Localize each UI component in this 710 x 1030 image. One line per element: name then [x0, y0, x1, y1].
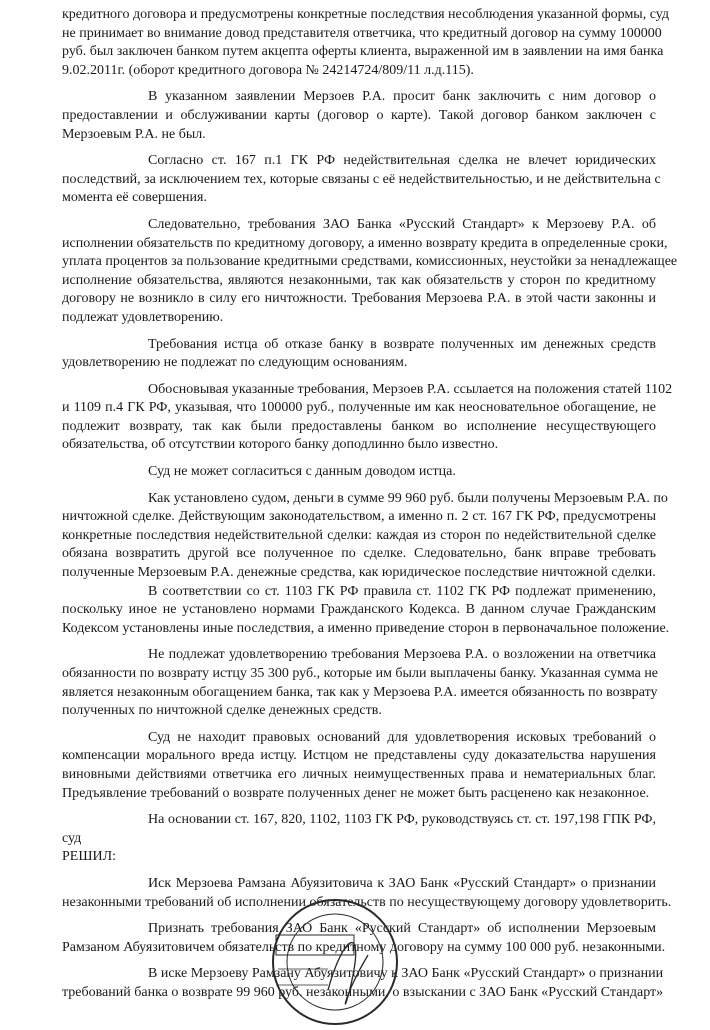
paragraph — [62, 152, 661, 208]
text-line: обязательства, об отсутствии которого банку доподлинно было известно. — [62, 437, 499, 453]
paragraph — [62, 920, 666, 957]
text-line: Кодексом установлены иные последствия, а именно приведение сторон в первоначальное положение. — [62, 620, 670, 636]
text-line: Следовательно, требования ЗАО Банка «Русский Стандарт» к Мерзоеву Р.А. об — [148, 216, 656, 232]
paragraph — [62, 646, 659, 720]
text-line: исполнении обязательств по кредитному договору, а именно возврату кредита в определенные сроки, — [62, 235, 668, 251]
text-line: кредитного договора и предусмотрены конкретные последствия несоблюдения указанной формы, суд — [62, 7, 669, 22]
paragraph — [62, 336, 656, 373]
text-line: является незаконным обогащением банка, так как у Мерзоева Р.А. имеется обязанность по возврату — [62, 684, 658, 700]
text-line: поскольку иное не установлено нормами Гражданского Кодекса. В данном случае Гражданским — [62, 602, 656, 618]
text-line: подлежит возврату, так как были предоставлены банком во исполнение несуществующего — [62, 418, 656, 434]
paragraph — [62, 490, 668, 583]
paragraph — [62, 811, 656, 848]
text-line: Как установлено судом, деньги в сумме 99 960 руб. были получены Мерзоевым Р.А. по — [148, 490, 668, 506]
text-line: удовлетворению не подлежат по следующим основаниям. — [62, 355, 408, 371]
paragraph — [62, 848, 656, 867]
court-decision-text — [62, 6, 678, 1003]
text-line: На основании ст. 167, 820, 1102, 1103 ГК РФ, руководствуясь ст. ст. 197,198 ГПК РФ, — [148, 812, 656, 828]
paragraph — [62, 875, 672, 912]
paragraph — [62, 583, 670, 639]
paragraph — [62, 6, 669, 80]
paragraph — [62, 463, 656, 482]
text-line: Предъявление требований о возврате полученных денег не может быть расценено как незаконное. — [62, 785, 650, 801]
text-line: и 1109 п.4 ГК РФ, указывая, что 100000 руб., полученные им как неосновательное обогащение, не — [62, 400, 656, 416]
text-line: обязанности по возврату истцу 35 300 руб., которые им были выплачены банку. Указанная сумма не — [62, 666, 659, 681]
text-line: Обосновывая указанные требования, Мерзоев Р.А. ссылается на положения статей 1102 — [148, 381, 673, 397]
text-line: Иск Мерзоева Рамзана Абуязитовича к ЗАО Банк «Русский Стандарт» о признании — [148, 875, 656, 891]
text-line: виновными действиями ответчика его личных неимущественных права и нематериальных благ. — [62, 766, 656, 782]
text-line: Требования истца об отказе банку в возврате полученных им денежных средств — [148, 336, 656, 352]
text-line: конкретные последствия недействительной сделки: каждая из сторон по недействительной сделке — [62, 527, 656, 543]
text-line: полученные Мерзоевым Р.А. денежные средства, как юридическое последствие ничтожной сделки. — [62, 565, 656, 581]
text-line: требований банка о возврате 99 960 руб. незаконными, о взыскании с ЗАО Банк «Русский Стандарт» — [62, 984, 664, 1000]
paragraph — [62, 729, 656, 803]
text-line: подлежат удовлетворению. — [62, 309, 224, 325]
text-line: уплата процентов за пользование кредитными средствами, комиссионных, неустойки за ненадлежащее — [62, 254, 678, 270]
text-line: Суд не находит правовых оснований для удовлетворения исковых требований о — [148, 729, 656, 745]
text-line: 9.02.2011г. (оборот кредитного договора № 24214724/809/11 л.д.115). — [62, 62, 474, 78]
text-line: полученных по ничтожной сделке денежных средств. — [62, 703, 382, 719]
paragraph — [62, 965, 664, 1002]
text-line: В указанном заявлении Мерзоев Р.А. просит банк заключить с ним договор о — [148, 89, 656, 105]
text-line: момента её совершения. — [62, 190, 207, 206]
text-line: обязана возвратить другой все полученное по сделке. Следовательно, банк вправе требовать — [62, 546, 656, 562]
text-line: В иске Мерзоеву Рамзану Абуязитовичу к ЗАО Банк «Русский Стандарт» о признании — [148, 966, 664, 982]
paragraph — [62, 216, 678, 328]
text-line: Рамзаном Абуязитовичем обязательств по кредитному договору на сумму 100 000 руб. незаконными. — [62, 939, 666, 955]
text-line: Мерзоевым Р.А. не был. — [62, 126, 206, 142]
text-line: ничтожной сделке. Действующим законодательством, а именно п. 2 ст. 167 ГК РФ, предусмотрены — [62, 509, 656, 525]
text-line: В соответствии со ст. 1103 ГК РФ правила ст. 1102 ГК РФ подлежат применению, — [148, 583, 656, 599]
paragraph — [62, 88, 656, 144]
text-line: Не подлежат удовлетворению требования Мерзоева Р.А. о возложении на ответчика — [148, 647, 656, 663]
text-line: суд — [62, 830, 82, 846]
text-line: не принимает во внимание довод представителя ответчика, что кредитный договор на сумму 100000 — [62, 25, 662, 41]
text-line: последствий, за исключением тех, которые связаны с её недействительностью, и не действительна с — [62, 171, 661, 187]
paragraph — [62, 381, 673, 455]
text-line: договору не возникло в силу его ничтожности. Требования Мерзоева Р.А. в этой части законны и — [62, 291, 656, 307]
text-line: руб. был заключен банком путем акцепта оферты клиента, выраженной им в заявлении на имя банка — [62, 44, 664, 60]
text-line: Согласно ст. 167 п.1 ГК РФ недействительная сделка не влечет юридических — [148, 153, 656, 169]
text-line: Суд не может согласиться с данным доводом истца. — [148, 464, 456, 480]
text-line: незаконными требований об исполнении обязательств по несуществующему договору удовлетворить. — [62, 894, 672, 910]
text-line: компенсации морального вреда истцу. Истцом не представлены суду доказательства нарушения — [62, 748, 656, 764]
text-line: предоставлении и обслуживании карты (договор о карте). Такой договор банком заключен с — [62, 107, 656, 123]
text-line: Признать требования ЗАО Банк «Русский Стандарт» об исполнении Мерзоевым — [148, 921, 656, 937]
text-line: исполнение обязательства, являются незаконными, так как обязательств у сторон по кредитному — [62, 272, 656, 288]
decision-heading: РЕШИЛ: — [62, 849, 116, 865]
